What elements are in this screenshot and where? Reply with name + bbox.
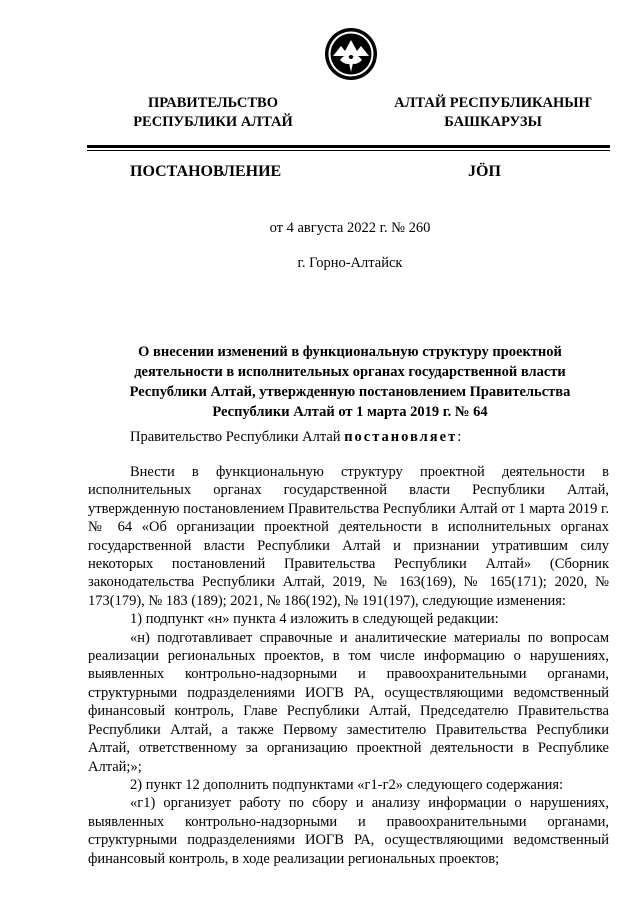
document-title-line2: деятельности в исполнительных органах государственной власти [134,364,566,380]
body-paragraph-3: «н) подготавливает справочные и аналитические материалы по вопросам реализации региональных проектов, в том числе информацию о нарушениях, выявленных контрольно-надзорными и правоохранительными органами, структурными подразделениями ИОГВ РА, осуществляющими ведомственный финансовый контроль, Главе Республики Алтай, Председателю Правительства Республики Алтай, а также Первому заместителю Правительства Республики Алтай, ответственному за организацию проектной деятельности в Республике Алтай;»; [88,629,609,775]
header-right-line2: БАШКАРУЗЫ [444,114,542,130]
header-left-line1: ПРАВИТЕЛЬСТВО [148,95,278,111]
body-paragraph-2: 1) подпункт «н» пункта 4 изложить в следующей редакции: [130,611,499,628]
coat-of-arms-emblem-icon [323,26,379,82]
preamble-suffix: : [457,429,462,445]
header-divider-thick [87,145,610,148]
body-paragraph-4: 2) пункт 12 дополнить подпунктами «г1-г2» следующего содержания: [130,776,564,793]
document-title-line4: Республики Алтай от 1 марта 2019 г. № 64 [212,404,488,420]
document-date-number: от 4 августа 2022 г. № 260 [269,220,431,236]
preamble-prefix: Правительство Республики Алтай [130,429,345,445]
header-right-block [388,94,598,132]
header-divider-thin [87,150,610,151]
document-title-line3: Республики Алтай, утвержденную постановлением Правительства [129,384,571,400]
document-title-line1: О внесении изменений в функциональную структуру проектной [138,344,562,360]
preamble-verb: постановляет [344,429,458,445]
header-right-line1: АЛТАЙ РЕСПУБЛИКАНЫҤ [394,95,592,111]
document-body [88,463,609,868]
document-city: г. Горно-Алтайск [297,255,403,271]
body-paragraph-1: Внести в функциональную структуру проектной деятельности в исполнительных органах государственной власти Республики Алтай, утвержденную постановлением Правительства Республики Алтай от 1 марта 2019 г. № 64 «Об организации проектной деятельности в исполнительных органах государственной власти Республики Алтай и признании утратившим силу некоторых постановлений Правительства Республики Алтай» (Сборник законодательства Республики Алтай, 2019, № 163(169), № 165(171); 2020, № 173(179), № 183 (189); 2021, № 186(192), № 191(197), следующие изменения: [88,464,609,609]
header-left-line2: РЕСПУБЛИКИ АЛТАЙ [133,114,293,130]
document-title [100,342,600,422]
preamble [130,428,461,446]
body-paragraph-5: «г1) организует работу по сбору и анализу информации о нарушениях, выявленных контрольно-надзорными и правоохранительными органами, структурными подразделениями ИОГВ РА, осуществляющими ведомственный финансовый контроль, в ходе реализации региональных проектов; [88,795,609,867]
document-type-russian: ПОСТАНОВЛЕНИЕ [130,163,282,180]
header-left-block [117,94,309,132]
document-type-altai: JÖП [468,163,501,180]
